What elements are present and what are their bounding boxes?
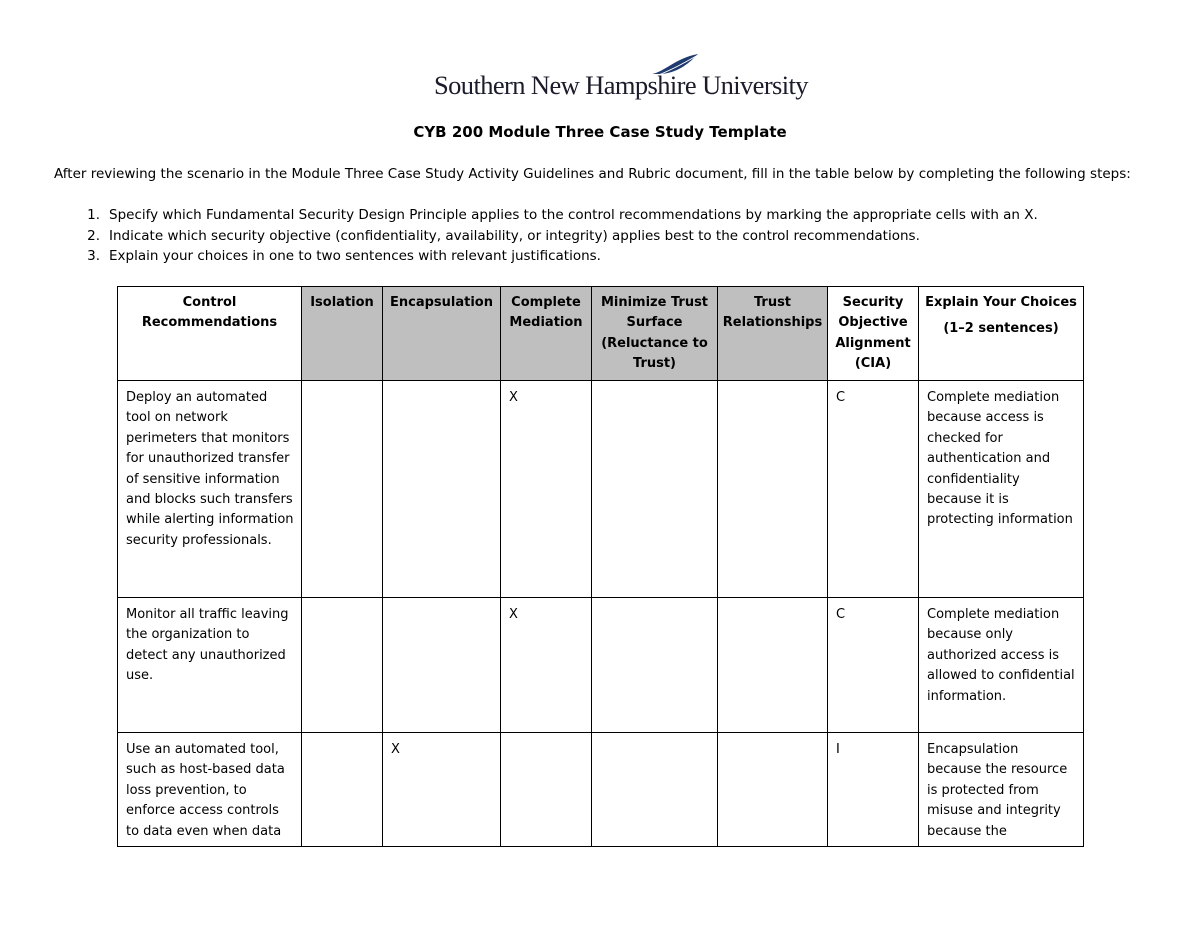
complete-mediation-cell[interactable] [501,733,592,847]
leaf-icon [646,52,706,78]
step-text: Indicate which security objective (confidentiality, availability, or integrity) applies best to the control recommendations. [109,227,920,244]
security-objective-cell[interactable]: C [828,381,919,598]
university-logo [434,52,808,104]
explanation-cell[interactable]: Complete mediation because access is checked for authentication and confidentiality because it is protecting information [919,381,1084,598]
encapsulation-cell[interactable] [383,381,501,598]
trust-relationships-cell[interactable] [718,733,828,847]
header-minimize-trust-surface: Minimize Trust Surface (Reluctance to Trust) [592,287,718,381]
document-title: CYB 200 Module Three Case Study Template [413,123,787,141]
step-number: 3. [87,248,100,264]
minimize-trust-cell[interactable] [592,381,718,598]
trust-relationships-cell[interactable] [718,381,828,598]
control-cell[interactable]: Monitor all traffic leaving the organization to detect any unauthorized use. [118,598,302,733]
minimize-trust-cell[interactable] [592,598,718,733]
isolation-cell[interactable] [302,598,383,733]
complete-mediation-cell[interactable]: X [501,381,592,598]
minimize-trust-cell[interactable] [592,733,718,847]
isolation-cell[interactable] [302,733,383,847]
security-objective-cell[interactable]: I [828,733,919,847]
trust-relationships-cell[interactable] [718,598,828,733]
step-number: 1. [87,207,100,223]
header-isolation: Isolation [302,287,383,381]
explanation-cell[interactable]: Encapsulation because the resource is protected from misuse and integrity because the [919,733,1084,847]
table-row [118,381,1084,598]
step-text: Explain your choices in one to two sentences with relevant justifications. [109,248,601,264]
case-study-table [117,286,1084,847]
header-encapsulation: Encapsulation [383,287,501,381]
step-text: Specify which Fundamental Security Design Principle applies to the control recommendations by marking the appropriate cells with an X. [109,207,1038,223]
intro-paragraph: After reviewing the scenario in the Module Three Case Study Activity Guidelines and Rubric document, fill in the table below by completing the following steps: [54,166,1131,182]
header-complete-mediation: Complete Mediation [501,287,592,381]
control-cell[interactable]: Deploy an automated tool on network perimeters that monitors for unauthorized transfer of sensitive information and blocks such transfers while alerting information security professionals. [118,381,302,598]
complete-mediation-cell[interactable]: X [501,598,592,733]
table-header-row [118,287,1084,381]
table-row [118,733,1084,847]
header-explain-line1: Explain Your Choices [925,295,1077,310]
table-row [118,598,1084,733]
header-control-recommendations: Control Recommendations [118,287,302,381]
step-number: 2. [87,227,100,244]
explanation-cell[interactable]: Complete mediation because only authorized access is allowed to confidential information. [919,598,1084,733]
university-logo-text: Southern New Hampshire University [434,70,808,100]
encapsulation-cell[interactable] [383,598,501,733]
control-cell[interactable]: Use an automated tool, such as host-based data loss prevention, to enforce access controls to data even when data [118,733,302,847]
header-trust-relationships: Trust Relationships [718,287,828,381]
header-explain-choices [919,287,1084,381]
header-explain-line2: (1–2 sentences) [943,321,1059,337]
security-objective-cell[interactable]: C [828,598,919,733]
header-security-objective: Security Objective Alignment (CIA) [828,287,919,381]
isolation-cell[interactable] [302,381,383,598]
encapsulation-cell[interactable]: X [383,733,501,847]
